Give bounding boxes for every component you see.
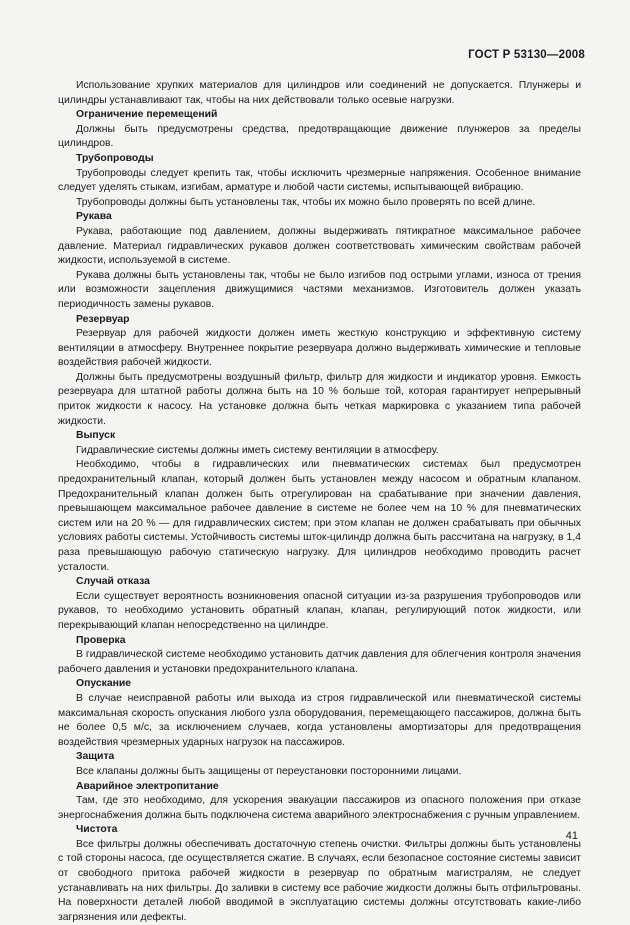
paragraph: В случае неисправной работы или выхода из строя гидравлической или пневматической системы максимальная скорость опускания любого узла оборудования, перемещающего пассажиров, должна быть не более 0,5 м/с, за исключением случаев, когда установлены амортизаторы для предотвращения воздействия чрезмерных ударных нагрузок на пассажиров.: [58, 692, 581, 748]
page-number: 41: [565, 830, 578, 842]
section-heading: Чистота: [76, 824, 118, 836]
section-heading: Аварийное электропитание: [76, 780, 219, 792]
paragraph: Трубопроводы должны быть установлены так, чтобы их можно было проверять по всей длине.: [76, 196, 536, 208]
paragraph: Резервуар для рабочей жидкости должен иметь жесткую конструкцию и эффективную систему вентиляции в атмосферу. Внутреннее покрытие резервуара должно выдерживать химические и тепловые воздействия рабочей жидкости.: [58, 328, 581, 369]
section-heading: Рукава: [76, 211, 112, 223]
section-heading: Ограничение перемещений: [76, 109, 218, 121]
document-header: ГОСТ Р 53130—2008: [468, 49, 585, 61]
paragraph: Рукава должны быть установлены так, чтобы не было изгибов под острыми углами, износа от трения или возможности зацепления движущимися частями механизмов. Изготовитель должен указать периодичность замены рукавов.: [58, 269, 581, 310]
paragraph: Там, где это необходимо, для ускорения эвакуации пассажиров из опасного положения при отказе энергоснабжения должна быть подключена система аварийного электроснабжения с ручным управлением.: [58, 795, 581, 821]
paragraph: Все фильтры должны обеспечивать достаточную степень очистки. Фильтры должны быть установлены с той стороны насоса, где осуществляется сжатие. В случаях, если безопасное состояние системы зависит от свободного притока рабочей жидкости в резервуар по обратным магистралям, не следует устанавливать на них фильтры. До заливки в систему все рабочие жидкости должны быть отфильтрованы. На поверхности деталей любой вводимой в эксплуатацию системы должны отсутствовать какие-либо загрязнения или дефекты.: [58, 838, 581, 923]
document-body: [58, 79, 581, 925]
section-heading: Резервуар: [76, 313, 130, 325]
paragraph: Рукава, работающие под давлением, должны выдерживать пятикратное максимальное рабочее давление. Материал гидравлических рукавов должен соответствовать химическим свойствам рабочей жидкости, используемой в системе.: [58, 225, 581, 267]
paragraph: Использование хрупких материалов для цилиндров или соединений не допускается. Плунжеры и цилиндры устанавливают так, чтобы на них действовали только осевые нагрузки.: [58, 80, 581, 106]
paragraph: Должны быть предусмотрены воздушный фильтр, фильтр для жидкости и индикатор уровня. Емкость резервуара для штатной работы должна быть на 10 % больше той, которая гарантирует непрерывный приток жидкости к насосу. На установке должна быть четкая маркировка с указанием типа рабочей жидкости.: [58, 371, 581, 427]
section-heading: Случай отказа: [76, 576, 150, 588]
section-heading: Защита: [76, 751, 115, 763]
paragraph: Если существует вероятность возникновения опасной ситуации из-за разрушения трубопроводов или рукавов, то необходимо установить обратный клапан, клапан, регулирующий поток жидкости, или перекрывающий клапан непосредственно на цилиндре.: [58, 590, 581, 631]
section-heading: Проверка: [76, 634, 126, 646]
paragraph: Трубопроводы следует крепить так, чтобы исключить чрезмерные напряжения. Особенное внимание следует уделять стыкам, изгибам, арматуре и любой части системы, испытывающей вибрацию.: [58, 167, 581, 194]
paragraph: Должны быть предусмотрены средства, предотвращающие движение плунжеров за пределы цилиндров.: [58, 123, 581, 150]
section-heading: Трубопроводы: [76, 152, 154, 164]
section-heading: Выпуск: [76, 430, 116, 442]
paragraph: Гидравлические системы должны иметь систему вентиляции в атмосферу.: [76, 444, 439, 456]
section-heading: Опускание: [76, 678, 132, 690]
paragraph: В гидравлической системе необходимо установить датчик давления для облегчения контроля значения рабочего давления и установки предохранительного клапана.: [58, 649, 581, 675]
paragraph: Необходимо, чтобы в гидравлических или пневматических системах был предусмотрен предохранительный клапан, который должен быть установлен между насосом и обратным клапаном. Предохранительный клапан должен быть отрегулирован на срабатывание при значении давления, превышающем максимальное рабочее давление в системе не более чем на 10 % для пневматических систем или на 20 % — для гидравлических систем; при этом клапан не должен срабатывать при обычных условиях работы системы. Устойчивость системы шток-цилиндр должна быть рассчитана на нагрузку, в 1,4 раза превышающую рабочую статическую нагрузку. Для цилиндров необходимо проводить расчет усталости.: [58, 459, 581, 573]
paragraph: Все клапаны должны быть защищены от переустановки посторонними лицами.: [76, 765, 462, 777]
